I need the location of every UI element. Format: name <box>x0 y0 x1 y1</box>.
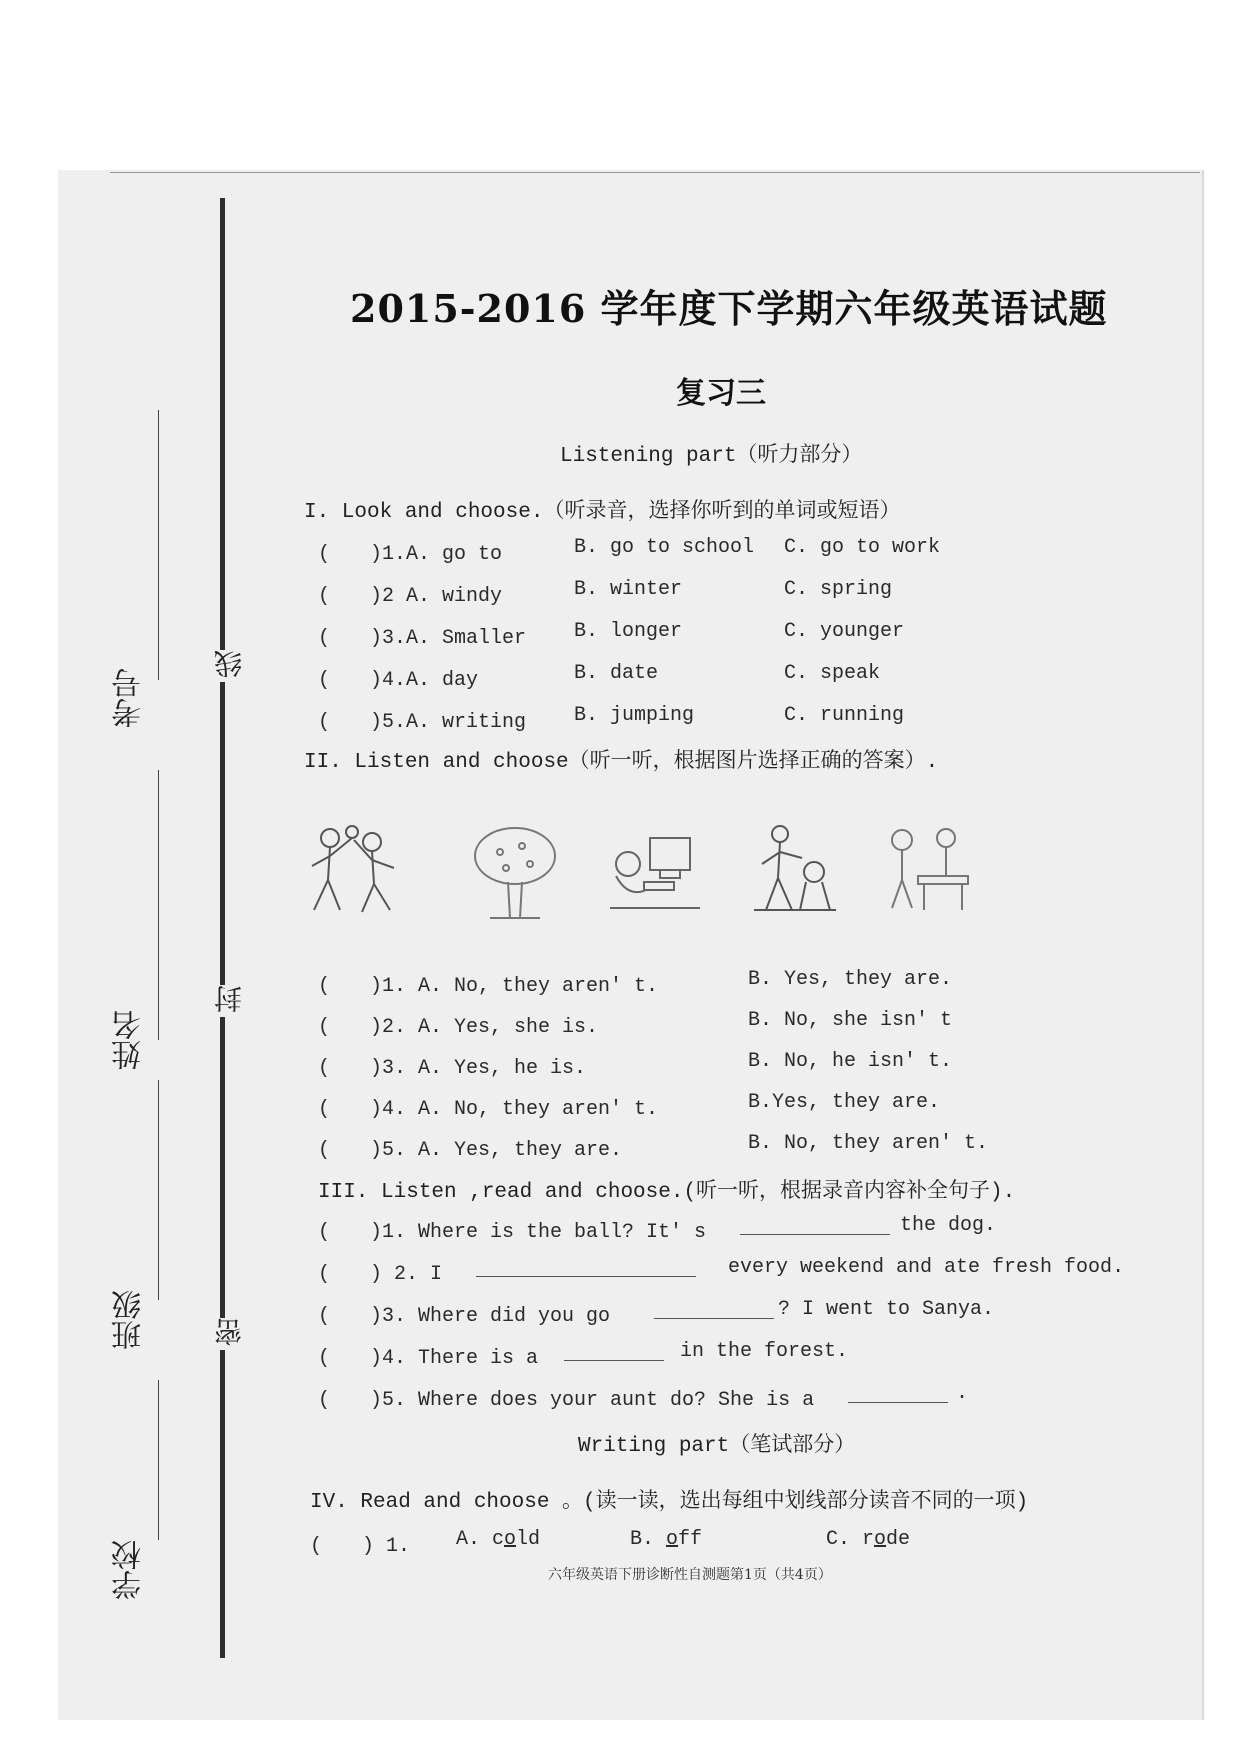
picture-children-playing <box>300 818 410 928</box>
s2-q3-option-b: B. No, he isn' t. <box>748 1050 953 1073</box>
section-3-heading: III. Listen ,read and choose.(听一听，根据录音内容补全句子). <box>318 1181 1016 1204</box>
s3-q1-text-after: the dog. <box>900 1214 997 1237</box>
s2-q3-option-a: ( )3. A. Yes, he is. <box>318 1057 587 1080</box>
s1-q5-option-c: C. running <box>784 704 905 727</box>
s3-q4-text-after: in the forest. <box>680 1340 849 1363</box>
exam-no-label: 考号 <box>112 668 147 728</box>
s3-q3-text-after: ? I went to Sanya. <box>778 1298 995 1321</box>
name-line <box>158 770 159 1040</box>
name-field <box>108 1010 148 1070</box>
s4-q1-option-a <box>456 1528 540 1551</box>
section-4-heading: IV. Read and choose 。(读一读，选出每组中划线部分读音不同的一项) <box>310 1491 1029 1514</box>
exam-subtitle: 复习三 <box>676 376 766 411</box>
s3-q5-text-after: . <box>956 1382 969 1405</box>
school-label: 学校 <box>112 1540 147 1600</box>
s2-q2-option-b: B. No, she isn' t <box>748 1009 953 1032</box>
exam-no-line <box>158 410 159 680</box>
s1-q1-stem: ( )1.A. go to <box>318 543 503 566</box>
s3-q4-text: ( )4. There is a <box>318 1347 539 1370</box>
picture-girl-at-table <box>870 818 980 928</box>
page-footer: 六年级英语下册诊断性自测题第1页（共4页） <box>548 1567 832 1583</box>
s4-q1-c-post: de <box>886 1528 911 1551</box>
s2-q5-option-b: B. No, they aren' t. <box>748 1132 989 1155</box>
s2-q1-option-b: B. Yes, they are. <box>748 968 953 991</box>
s3-q4-blank[interactable] <box>564 1342 664 1361</box>
paper-right-edge <box>1202 170 1204 1720</box>
s3-q3-text: ( )3. Where did you go <box>318 1305 611 1328</box>
writing-part-heading: Writing part（笔试部分） <box>578 1435 856 1458</box>
s3-q5-text: ( )5. Where does your aunt do? She is a <box>318 1389 815 1412</box>
class-label: 班级 <box>112 1290 147 1350</box>
s4-q1-b-post: ff <box>678 1528 703 1551</box>
class-line <box>158 1080 159 1300</box>
s3-q1-blank[interactable] <box>740 1216 890 1235</box>
s1-q1-option-c: C. go to work <box>784 536 941 559</box>
s3-q2-text-after: every weekend and ate fresh food. <box>728 1256 1125 1279</box>
s3-q3-blank[interactable] <box>654 1300 774 1319</box>
s1-q3-option-c: C. younger <box>784 620 905 643</box>
picture-tree <box>460 818 570 928</box>
seal-secret-char: 密 <box>213 1318 246 1346</box>
listening-part-heading: Listening part（听力部分） <box>560 445 863 468</box>
s1-q4-option-b: B. date <box>574 662 659 685</box>
s2-q1-option-a: ( )1. A. No, they aren' t. <box>318 975 659 998</box>
s4-q1-b-underlined: o <box>666 1528 679 1551</box>
s1-q4-stem: ( )4.A. day <box>318 669 479 692</box>
class-field <box>108 1290 148 1350</box>
s4-q1-a-post: ld <box>516 1528 541 1551</box>
exam-no-field <box>108 668 148 728</box>
section-2-heading: II. Listen and choose（听一听，根据图片选择正确的答案）. <box>304 751 939 774</box>
s4-q1-c-underlined: o <box>874 1528 887 1551</box>
s2-q4-option-a: ( )4. A. No, they aren' t. <box>318 1098 659 1121</box>
s3-q2-text: ( ) 2. I <box>318 1263 443 1286</box>
s2-q2-option-a: ( )2. A. Yes, she is. <box>318 1016 599 1039</box>
binding-bar <box>220 198 225 1658</box>
s4-q1-a-pre: A. c <box>456 1528 505 1551</box>
school-field <box>108 1540 148 1600</box>
school-line <box>158 1380 159 1540</box>
s1-q2-option-b: B. winter <box>574 578 683 601</box>
s1-q3-stem: ( )3.A. Smaller <box>318 627 527 650</box>
s4-q1-a-underlined: o <box>504 1528 517 1551</box>
paper-top-edge <box>110 172 1200 173</box>
s1-q2-stem: ( )2 A. windy <box>318 585 503 608</box>
s1-q3-option-b: B. longer <box>574 620 683 643</box>
s1-q5-option-b: B. jumping <box>574 704 695 727</box>
s3-q5-blank[interactable] <box>848 1384 948 1403</box>
s4-q1-c-pre: C. r <box>826 1528 875 1551</box>
s4-q1-number: ( ) 1. <box>310 1535 411 1558</box>
s1-q5-stem: ( )5.A. writing <box>318 711 527 734</box>
exam-title: 2015-2016 学年度下学期六年级英语试题 <box>350 286 1108 331</box>
s2-q5-option-a: ( )5. A. Yes, they are. <box>318 1139 623 1162</box>
s1-q4-option-c: C. speak <box>784 662 881 685</box>
picture-boy-at-computer <box>600 818 710 928</box>
seal-seal-char: 封 <box>213 985 246 1013</box>
name-label: 姓名 <box>112 1010 147 1070</box>
s2-q4-option-b: B.Yes, they are. <box>748 1091 941 1114</box>
s1-q2-option-c: C. spring <box>784 578 893 601</box>
s1-q1-option-b: B. go to school <box>574 536 755 559</box>
s3-q1-text: ( )1. Where is the ball? It' s <box>318 1221 707 1244</box>
seal-line-char: 线 <box>213 650 246 678</box>
s4-q1-option-c <box>826 1528 910 1551</box>
s3-q2-blank[interactable] <box>476 1258 696 1277</box>
picture-people-with-animals <box>740 818 850 928</box>
s4-q1-option-b <box>630 1528 702 1551</box>
section-1-heading: I. Look and choose.（听录音，选择你听到的单词或短语） <box>304 501 901 524</box>
s4-q1-b-pre: B. <box>630 1528 667 1551</box>
